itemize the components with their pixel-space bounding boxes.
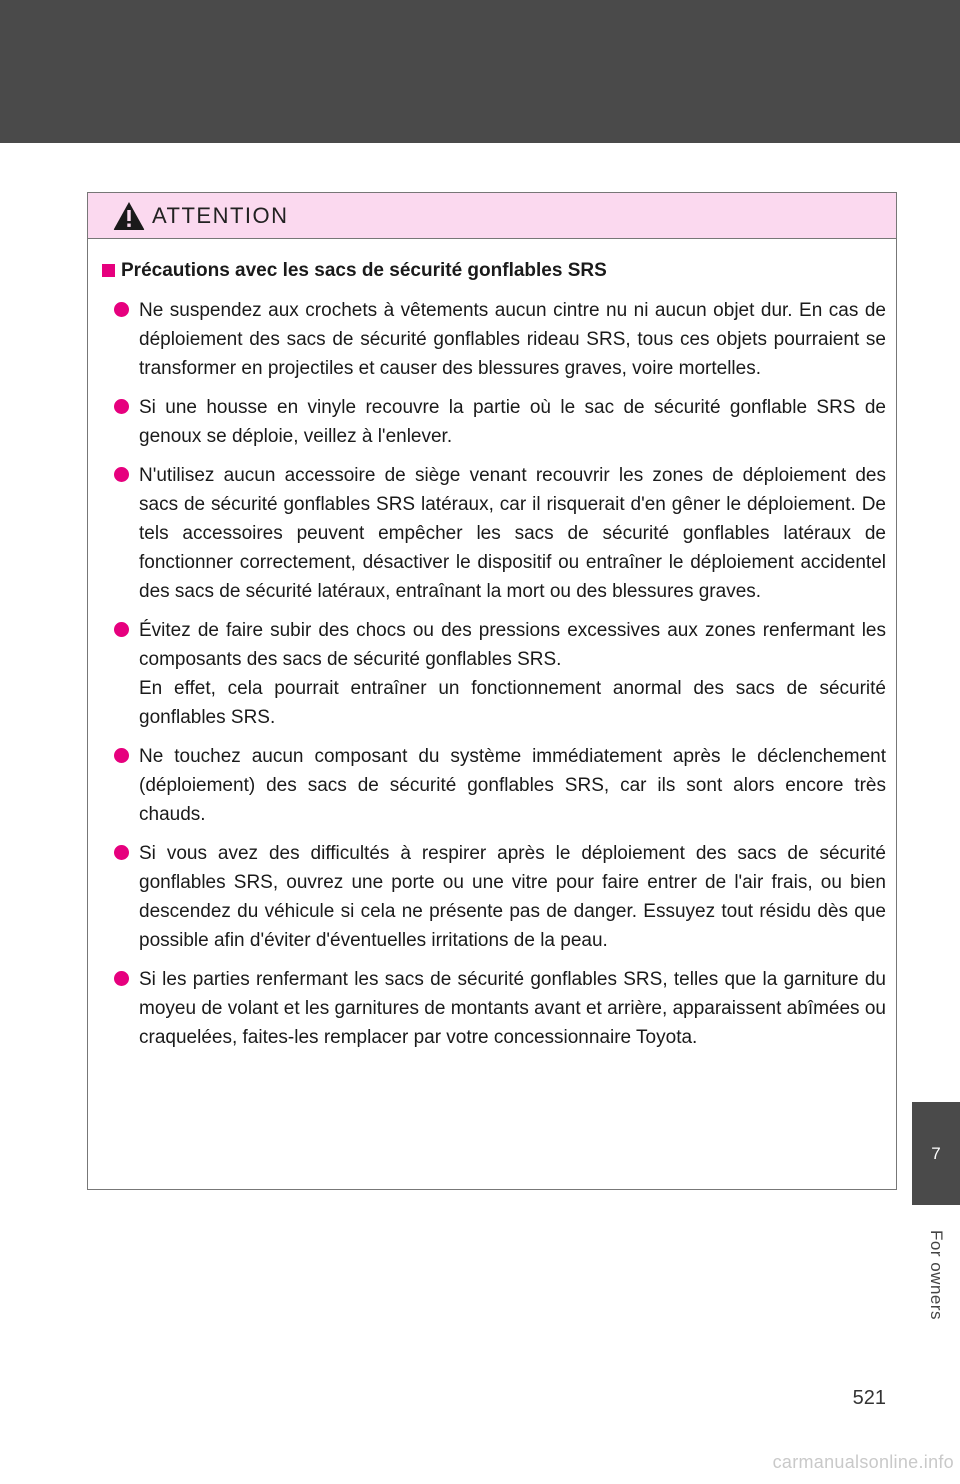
header-band xyxy=(0,0,960,143)
page-number: 521 xyxy=(852,1387,886,1409)
bullet-item xyxy=(102,742,886,829)
square-bullet-icon xyxy=(102,264,115,277)
bullet-item xyxy=(102,393,886,451)
bullet-paragraph: Évitez de faire subir des chocs ou des pressions excessives aux zones renfermant les composants des sacs de sécurité gonflables SRS. xyxy=(139,620,886,670)
attention-title: ATTENTION xyxy=(152,202,289,228)
bullet-item xyxy=(102,965,886,1052)
chapter-label-text: For owners xyxy=(927,1229,946,1321)
bullet-item xyxy=(102,839,886,955)
attention-box xyxy=(87,192,897,1190)
bullet-text xyxy=(139,742,886,829)
circle-bullet-icon xyxy=(114,971,129,986)
bullet-paragraph: Ne suspendez aux crochets à vêtements aucun cintre nu ni aucun objet dur. En cas de déploiement des sacs de sécurité gonflables rideau SRS, tous ces objets pourraient se transformer en projectiles et causer des blessures graves, voire mortelles. xyxy=(139,300,886,379)
section-heading-text: Précautions avec les sacs de sécurité gonflables SRS xyxy=(121,260,607,281)
bullet-text xyxy=(139,296,886,383)
bullet-paragraph: En effet, cela pourrait entraîner un fonctionnement anormal des sacs de sécurité gonflables SRS. xyxy=(139,678,886,728)
bullet-item xyxy=(102,461,886,606)
bullet-paragraph: Si une housse en vinyle recouvre la partie où le sac de sécurité gonflable SRS de genoux se déploie, veillez à l'enlever. xyxy=(139,397,886,447)
bullet-text xyxy=(139,461,886,606)
bullet-item xyxy=(102,296,886,383)
section-heading xyxy=(102,257,886,285)
bullet-text xyxy=(139,393,886,451)
circle-bullet-icon xyxy=(114,399,129,414)
circle-bullet-icon xyxy=(114,748,129,763)
bullet-paragraph: Si les parties renfermant les sacs de sécurité gonflables SRS, telles que la garniture du moyeu de volant et les garnitures de montants avant et arrière, apparaissent abîmées ou craquelées, faites-les remplacer par votre concessionnaire Toyota. xyxy=(139,969,886,1048)
bullet-item xyxy=(102,616,886,732)
warning-triangle-icon xyxy=(112,200,146,232)
circle-bullet-icon xyxy=(114,622,129,637)
attention-body xyxy=(88,239,896,1052)
bullet-text xyxy=(139,965,886,1052)
bullet-paragraph: Ne touchez aucun composant du système immédiatement après le déclenchement (déploiement) des sacs de sécurité gonflables SRS, car ils sont alors encore très chauds. xyxy=(139,746,886,825)
watermark: carmanualsonline.info xyxy=(772,1452,954,1472)
circle-bullet-icon xyxy=(114,302,129,317)
bullet-list xyxy=(102,296,886,1052)
bullet-text xyxy=(139,839,886,955)
chapter-number: 7 xyxy=(931,1143,941,1163)
bullet-paragraph: Si vous avez des difficultés à respirer après le déploiement des sacs de sécurité gonflables SRS, ouvrez une porte ou une vitre pour faire entrer de l'air frais, ou bien descendez du véhicule si cela ne présente pas de danger. Essuyez tout résidu dès que possible afin d'éviter d'éventuelles irritations de la peau. xyxy=(139,843,886,951)
bullet-text xyxy=(139,616,886,732)
chapter-label xyxy=(912,1210,960,1340)
circle-bullet-icon xyxy=(114,467,129,482)
attention-header xyxy=(88,193,896,239)
circle-bullet-icon xyxy=(114,845,129,860)
bullet-paragraph: N'utilisez aucun accessoire de siège venant recouvrir les zones de déploiement des sacs de sécurité gonflables SRS latéraux, car il risquerait d'en gêner le déploiement. De tels accessoires peuvent empêcher les sacs de sécurité gonflables latéraux de fonctionner correctement, désactiver le dispositif ou entraîner le déploiement accidentel des sacs de sécurité latéraux, entraînant la mort ou des blessures graves. xyxy=(139,465,886,602)
chapter-tab xyxy=(912,1102,960,1205)
